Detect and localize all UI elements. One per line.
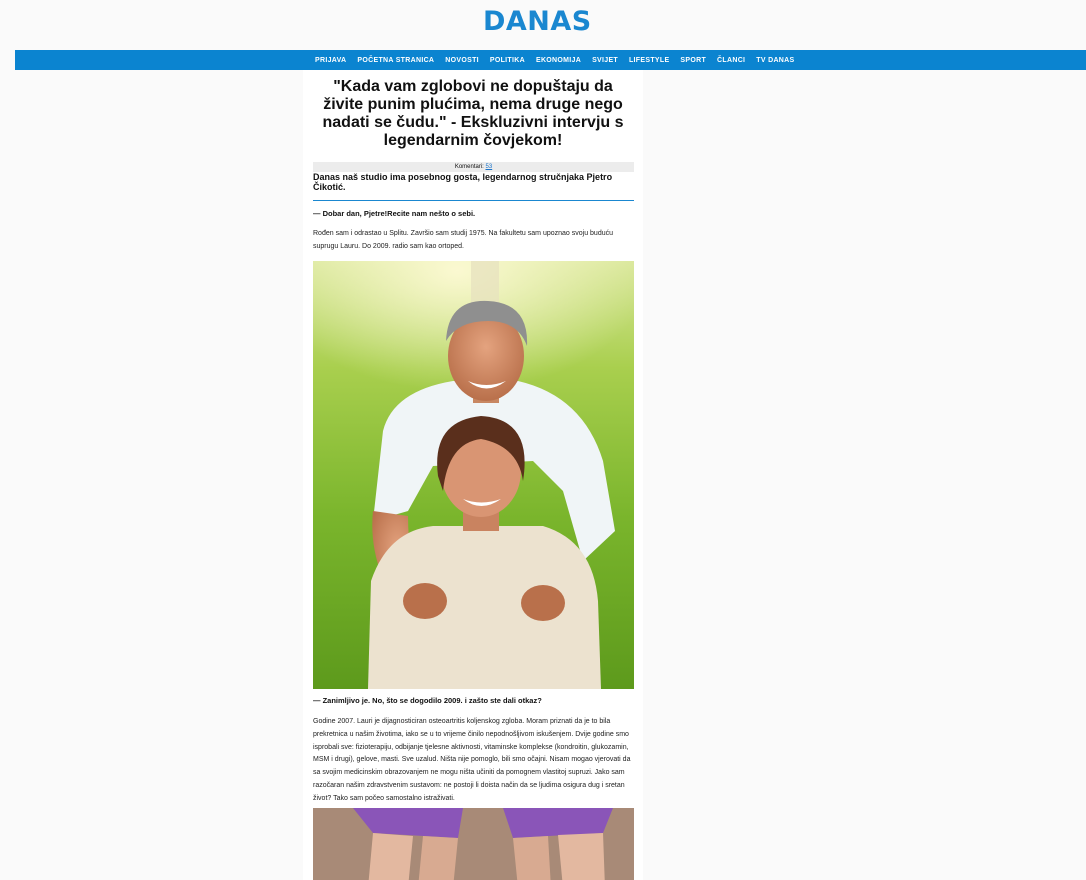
comments-count-link[interactable]: 53 (485, 164, 493, 170)
header (0, 0, 1086, 50)
nav-item-pocetna-stranica[interactable]: POČETNA STRANICA (357, 56, 435, 64)
interview-question-2: — Zanimljivo je. No, što se dogodilo 2009. i zašto ste dali otkaz? (313, 696, 542, 705)
article-title: "Kada vam zglobovi ne dopuštaju da živite punim plućima, nema druge nego nadati se čudu." - Ekskluzivni intervju s legendarnim čovjekom! (322, 78, 624, 149)
article-lead: Danas naš studio ima posebnog gosta, legendarnog stručnjaka Pjetro Čikotić. (313, 172, 613, 192)
nav-item-tv-danas[interactable]: TV DANAS (756, 56, 795, 64)
nav-item-svijet[interactable]: SVIJET (592, 56, 618, 64)
nav-item-prijava[interactable]: PRIJAVA (315, 56, 347, 64)
article (303, 70, 643, 880)
nav-item-sport[interactable]: SPORT (680, 56, 707, 64)
nav-item-novosti[interactable]: NOVOSTI (445, 56, 479, 64)
couple-photo-illustration (313, 261, 634, 689)
interview-question-1: — Dobar dan, Pjetre!Recite nam nešto o sebi. (313, 209, 476, 218)
legs-photo-illustration (313, 808, 634, 880)
site-logo[interactable]: DANAS (483, 6, 592, 37)
comments-label: Komentari: (454, 164, 484, 170)
nav-items (315, 50, 794, 70)
comments-bar (313, 162, 634, 172)
legs-photo (313, 808, 634, 880)
nav-item-clanci[interactable]: ČLANCI (717, 56, 746, 64)
interview-answer-1: Rođen sam i odrastao u Splitu. Završio sam studij 1975. Na fakultetu sam upoznao svoju buduću suprugu Lauru. Do 2009. radio sam kao ortoped. (313, 230, 613, 250)
divider (313, 200, 634, 201)
interview-answer-2: Godine 2007. Lauri je dijagnosticiran osteoartritis koljenskog zgloba. Moram priznati da je to bila prekretnica u našim životima, iako se u to vrijeme činilo nepodnošljivom iskušenjem. Dvije godine smo isprobali sve: fizioterapiju, odbijanje tjelesne aktivnosti, vitaminske komplekse (kondroitin, glukozamin, MSM i drugi), gelove, masti. Sve uzalud. Ništa nije pomoglo, bili smo očajni. Nisam mogao vjerovati da sa svojim medicinskim obrazovanjem ne mogu ništa učiniti da pomognem vlastitoj supruzi. Jako sam razočaran našim zdravstvenim sustavom: ne postoji li doista način da se ljudima osigura dug i sretan život? Tako sam počeo samostalno istraživati. (313, 718, 631, 802)
nav-item-lifestyle[interactable]: LIFESTYLE (628, 56, 670, 64)
nav-item-politika[interactable]: POLITIKA (489, 56, 525, 64)
main-navigation (15, 50, 1086, 70)
couple-photo (313, 261, 634, 689)
nav-item-ekonomija[interactable]: EKONOMIJA (535, 56, 582, 64)
